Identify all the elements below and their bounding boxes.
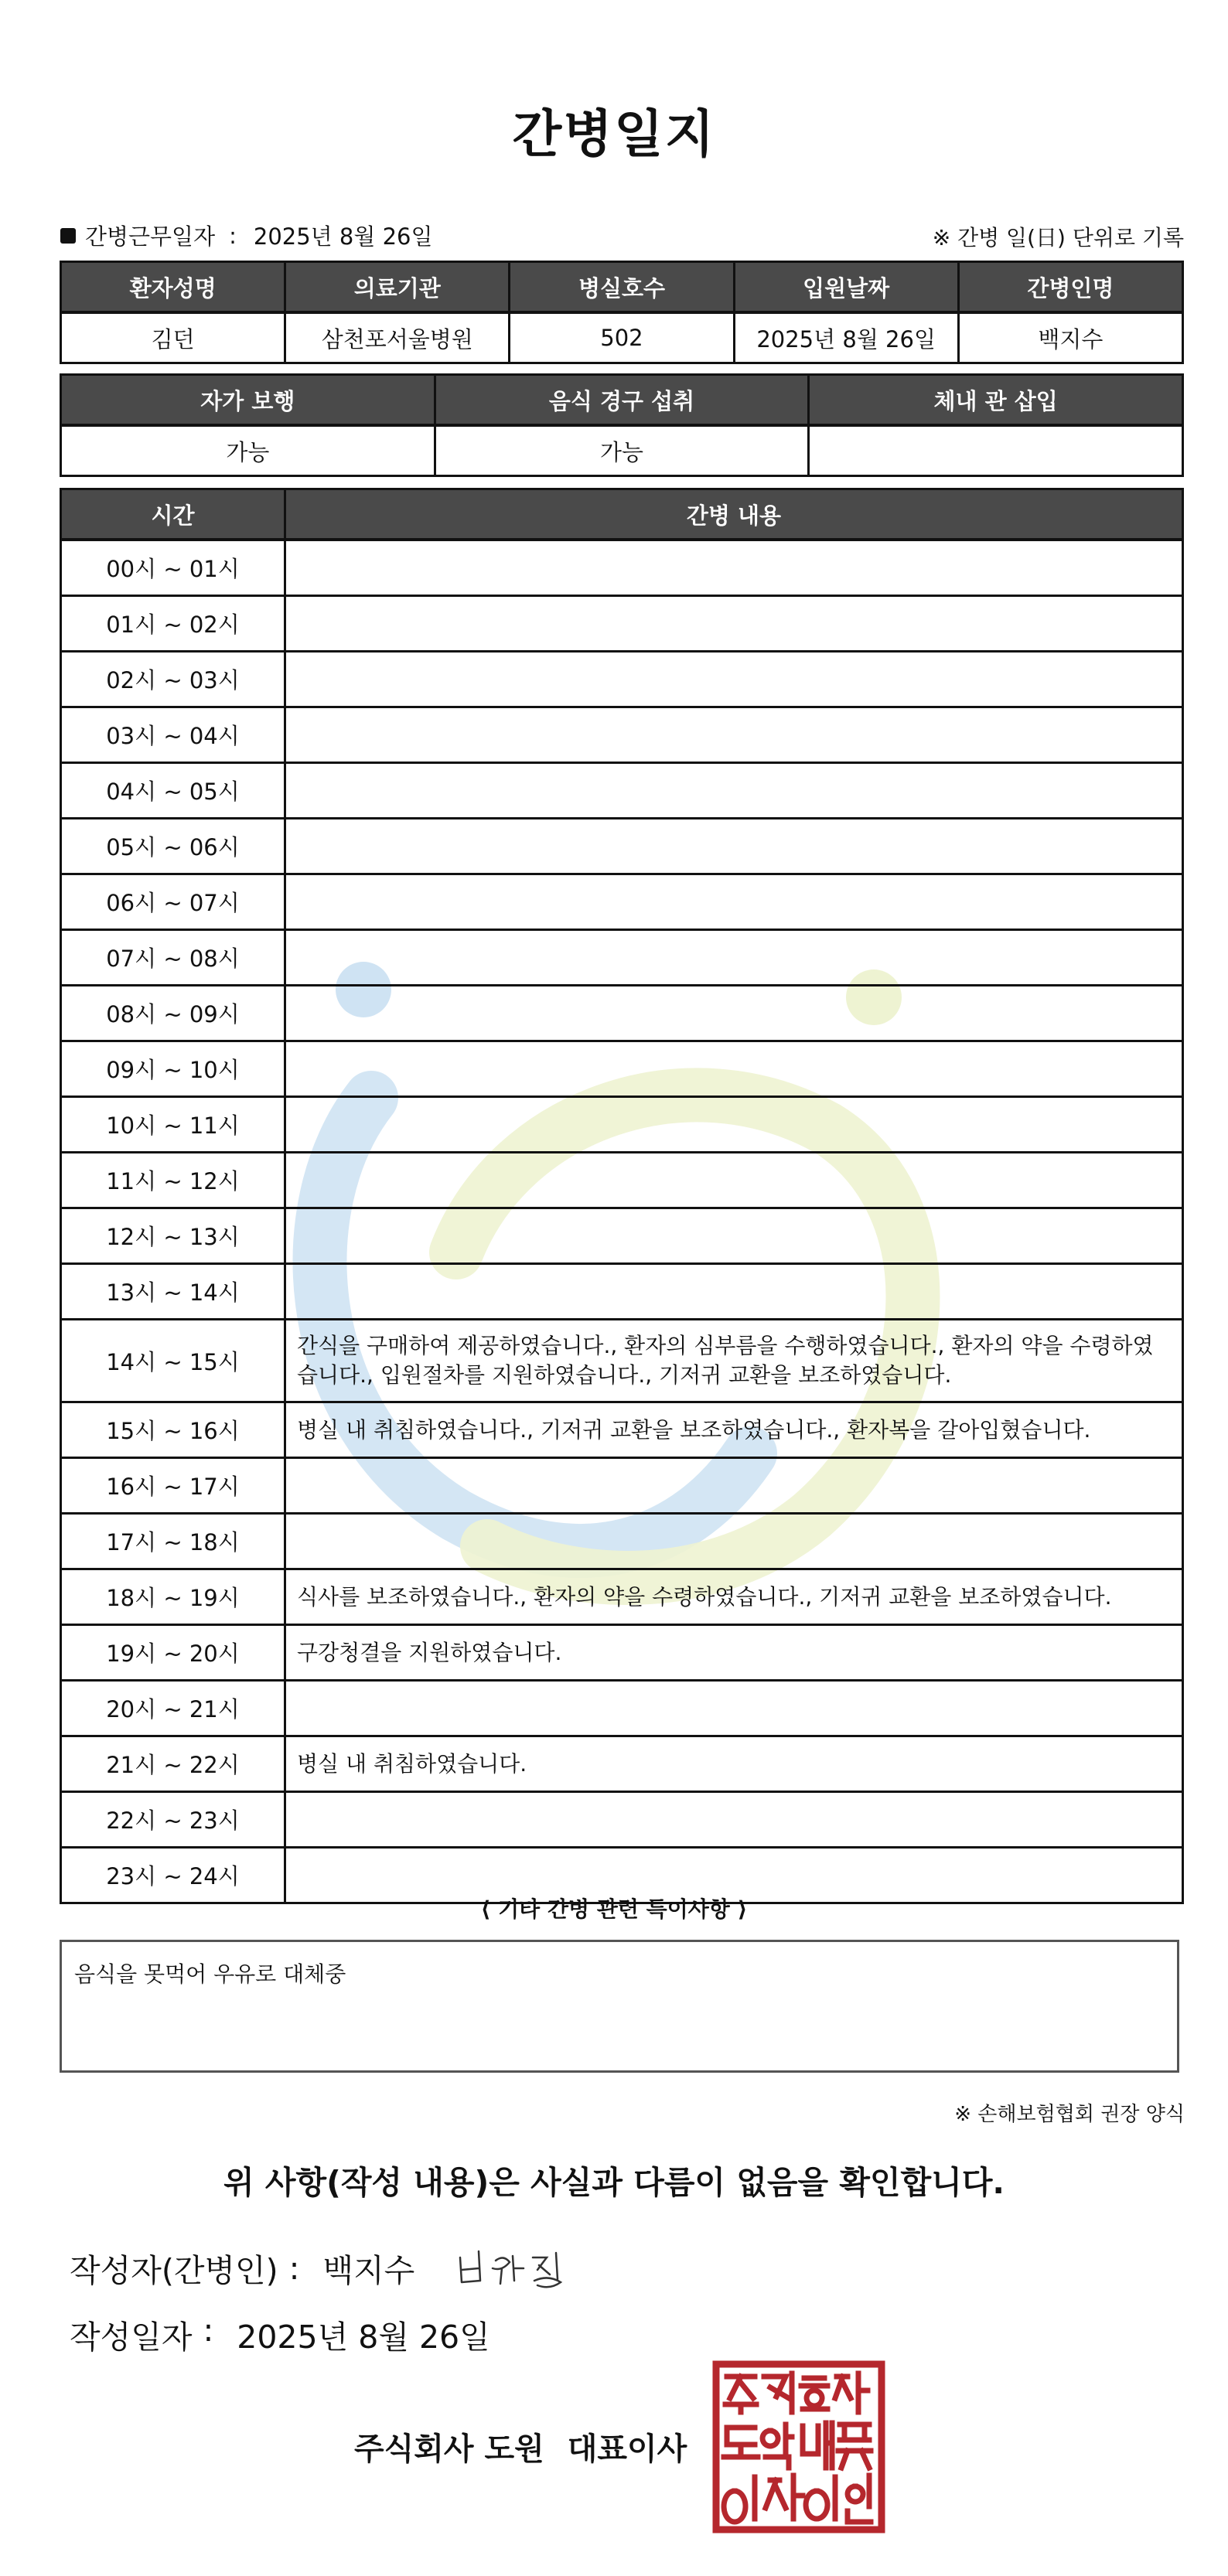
header-oral-intake: 음식 경구 섭취 [435, 375, 809, 426]
written-date-line [70, 2312, 490, 2357]
header-room: 병실호수 [510, 262, 734, 313]
log-row [61, 652, 1183, 707]
tube-insertion-value [809, 425, 1183, 476]
log-row [61, 1569, 1183, 1625]
header-caregiver: 간병인명 [958, 262, 1182, 313]
log-time: 08시 ~ 09시 [61, 986, 285, 1041]
header-care-content: 간병 내용 [285, 489, 1183, 540]
log-row [61, 1736, 1183, 1792]
work-date-line [60, 220, 433, 251]
log-row [61, 1625, 1183, 1681]
work-date-value: 2025년 8월 26일 [253, 223, 433, 250]
log-content [285, 540, 1183, 596]
header-admission-date: 입원날짜 [734, 262, 958, 313]
log-row [61, 986, 1183, 1041]
bullet-square-icon [60, 228, 76, 244]
work-date-label: 간병근무일자 [85, 223, 216, 250]
log-time: 23시 ~ 24시 [61, 1848, 285, 1903]
log-content [285, 1264, 1183, 1320]
log-row [61, 1320, 1183, 1402]
admission-date: 2025년 8월 26일 [734, 312, 958, 363]
status-header-row [61, 375, 1183, 426]
log-header-row [61, 489, 1183, 540]
log-row [61, 707, 1183, 763]
written-date-value: 2025년 8월 26일 [237, 2319, 490, 2356]
writer-name: 백지수 [322, 2252, 415, 2289]
log-row [61, 1264, 1183, 1320]
log-time: 22시 ~ 23시 [61, 1792, 285, 1848]
log-row [61, 596, 1183, 652]
log-content [285, 1153, 1183, 1208]
company-seal-stamp [711, 2360, 886, 2534]
log-time: 02시 ~ 03시 [61, 652, 285, 707]
institution: 삼천포서울병원 [285, 312, 510, 363]
log-time: 10시 ~ 11시 [61, 1097, 285, 1153]
log-time: 05시 ~ 06시 [61, 819, 285, 874]
header-tube-insertion: 체내 관 삽입 [809, 375, 1183, 426]
hourly-log-table [60, 488, 1184, 1904]
log-content [285, 1458, 1183, 1514]
log-row [61, 763, 1183, 819]
log-content: 간식을 구매하여 제공하였습니다., 환자의 심부름을 수행하였습니다., 환자의 약을 수령하였습니다., 입원절차를 지원하였습니다., 기저귀 교환을 보조하였습니다. [285, 1320, 1183, 1402]
log-content: 식사를 보조하였습니다., 환자의 약을 수령하였습니다., 기저귀 교환을 보조하였습니다. [285, 1569, 1183, 1625]
log-time: 20시 ~ 21시 [61, 1681, 285, 1736]
log-content: 병실 내 취침하였습니다. [285, 1736, 1183, 1792]
log-row [61, 1097, 1183, 1153]
log-content [285, 1681, 1183, 1736]
log-content [285, 874, 1183, 930]
log-content [285, 652, 1183, 707]
log-body [61, 540, 1183, 1903]
log-content [285, 1792, 1183, 1848]
writer-label: 작성자(간병인) [70, 2252, 278, 2289]
log-time: 11시 ~ 12시 [61, 1153, 285, 1208]
log-content [285, 986, 1183, 1041]
log-content [285, 1041, 1183, 1097]
log-content [285, 1514, 1183, 1569]
log-time: 18시 ~ 19시 [61, 1569, 285, 1625]
written-date-colon: : [203, 2312, 214, 2349]
confirmation-statement: 위 사항(작성 내용)은 사실과 다름이 없음을 확인합니다. [223, 2164, 1005, 2201]
header-self-walking: 자가 보행 [61, 375, 435, 426]
log-time: 21시 ~ 22시 [61, 1736, 285, 1792]
company-name: 주식회사 도원 [354, 2431, 544, 2467]
company-line [354, 2424, 687, 2469]
log-time: 16시 ~ 17시 [61, 1458, 285, 1514]
header-time: 시간 [61, 489, 285, 540]
work-date-colon: : [229, 222, 237, 249]
log-time: 09시 ~ 10시 [61, 1041, 285, 1097]
page-title: 간병일지 [512, 104, 716, 164]
log-time: 01시 ~ 02시 [61, 596, 285, 652]
log-row [61, 1514, 1183, 1569]
oral-intake-value: 가능 [435, 425, 809, 476]
log-row [61, 1208, 1183, 1264]
writer-line [70, 2245, 414, 2291]
log-row [61, 1458, 1183, 1514]
log-content [285, 596, 1183, 652]
patient-value-row [61, 312, 1183, 363]
status-value-row [61, 425, 1183, 476]
log-time: 17시 ~ 18시 [61, 1514, 285, 1569]
patient-name: 김던 [61, 312, 285, 363]
log-time: 00시 ~ 01시 [61, 540, 285, 596]
caregiver-name: 백지수 [958, 312, 1182, 363]
log-row [61, 1402, 1183, 1458]
patient-header-row [61, 262, 1183, 313]
patient-status-table [60, 373, 1184, 477]
notes-box [60, 1940, 1179, 2073]
handwritten-signature [452, 2234, 584, 2296]
log-time: 03시 ~ 04시 [61, 707, 285, 763]
log-time: 04시 ~ 05시 [61, 763, 285, 819]
patient-info-table [60, 261, 1184, 364]
log-content [285, 1097, 1183, 1153]
log-time: 12시 ~ 13시 [61, 1208, 285, 1264]
header-patient-name: 환자성명 [61, 262, 285, 313]
log-content [285, 1208, 1183, 1264]
log-row [61, 1041, 1183, 1097]
log-content [285, 930, 1183, 986]
log-time: 07시 ~ 08시 [61, 930, 285, 986]
header-institution: 의료기관 [285, 262, 510, 313]
company-ceo-title: 대표이사 [567, 2431, 687, 2467]
log-content: 구강청결을 지원하였습니다. [285, 1625, 1183, 1681]
log-content: 병실 내 취침하였습니다., 기저귀 교환을 보조하였습니다., 환자복을 갈아입혔습니다. [285, 1402, 1183, 1458]
log-row [61, 874, 1183, 930]
log-time: 13시 ~ 14시 [61, 1264, 285, 1320]
log-time: 14시 ~ 15시 [61, 1320, 285, 1402]
writer-colon: : [288, 2249, 300, 2287]
room-number: 502 [510, 312, 734, 363]
notes-title: ⟨ 기타 간병 관련 특이사항 ⟩ [480, 1896, 748, 1922]
footnote: ※ 손해보험협회 권장 양식 [954, 2103, 1185, 2126]
notes-text: 음식을 못먹어 우유로 대체중 [74, 1961, 346, 1987]
written-date-label: 작성일자 [70, 2319, 193, 2356]
log-row [61, 1792, 1183, 1848]
log-time: 19시 ~ 20시 [61, 1625, 285, 1681]
log-row [61, 540, 1183, 596]
log-content [285, 819, 1183, 874]
log-time: 15시 ~ 16시 [61, 1402, 285, 1458]
log-row [61, 819, 1183, 874]
self-walking-value: 가능 [61, 425, 435, 476]
log-row [61, 1681, 1183, 1736]
log-row [61, 930, 1183, 986]
log-content [285, 707, 1183, 763]
log-content [285, 763, 1183, 819]
log-time: 06시 ~ 07시 [61, 874, 285, 930]
log-row [61, 1153, 1183, 1208]
unit-note: ※ 간병 일(日) 단위로 기록 [932, 225, 1184, 250]
